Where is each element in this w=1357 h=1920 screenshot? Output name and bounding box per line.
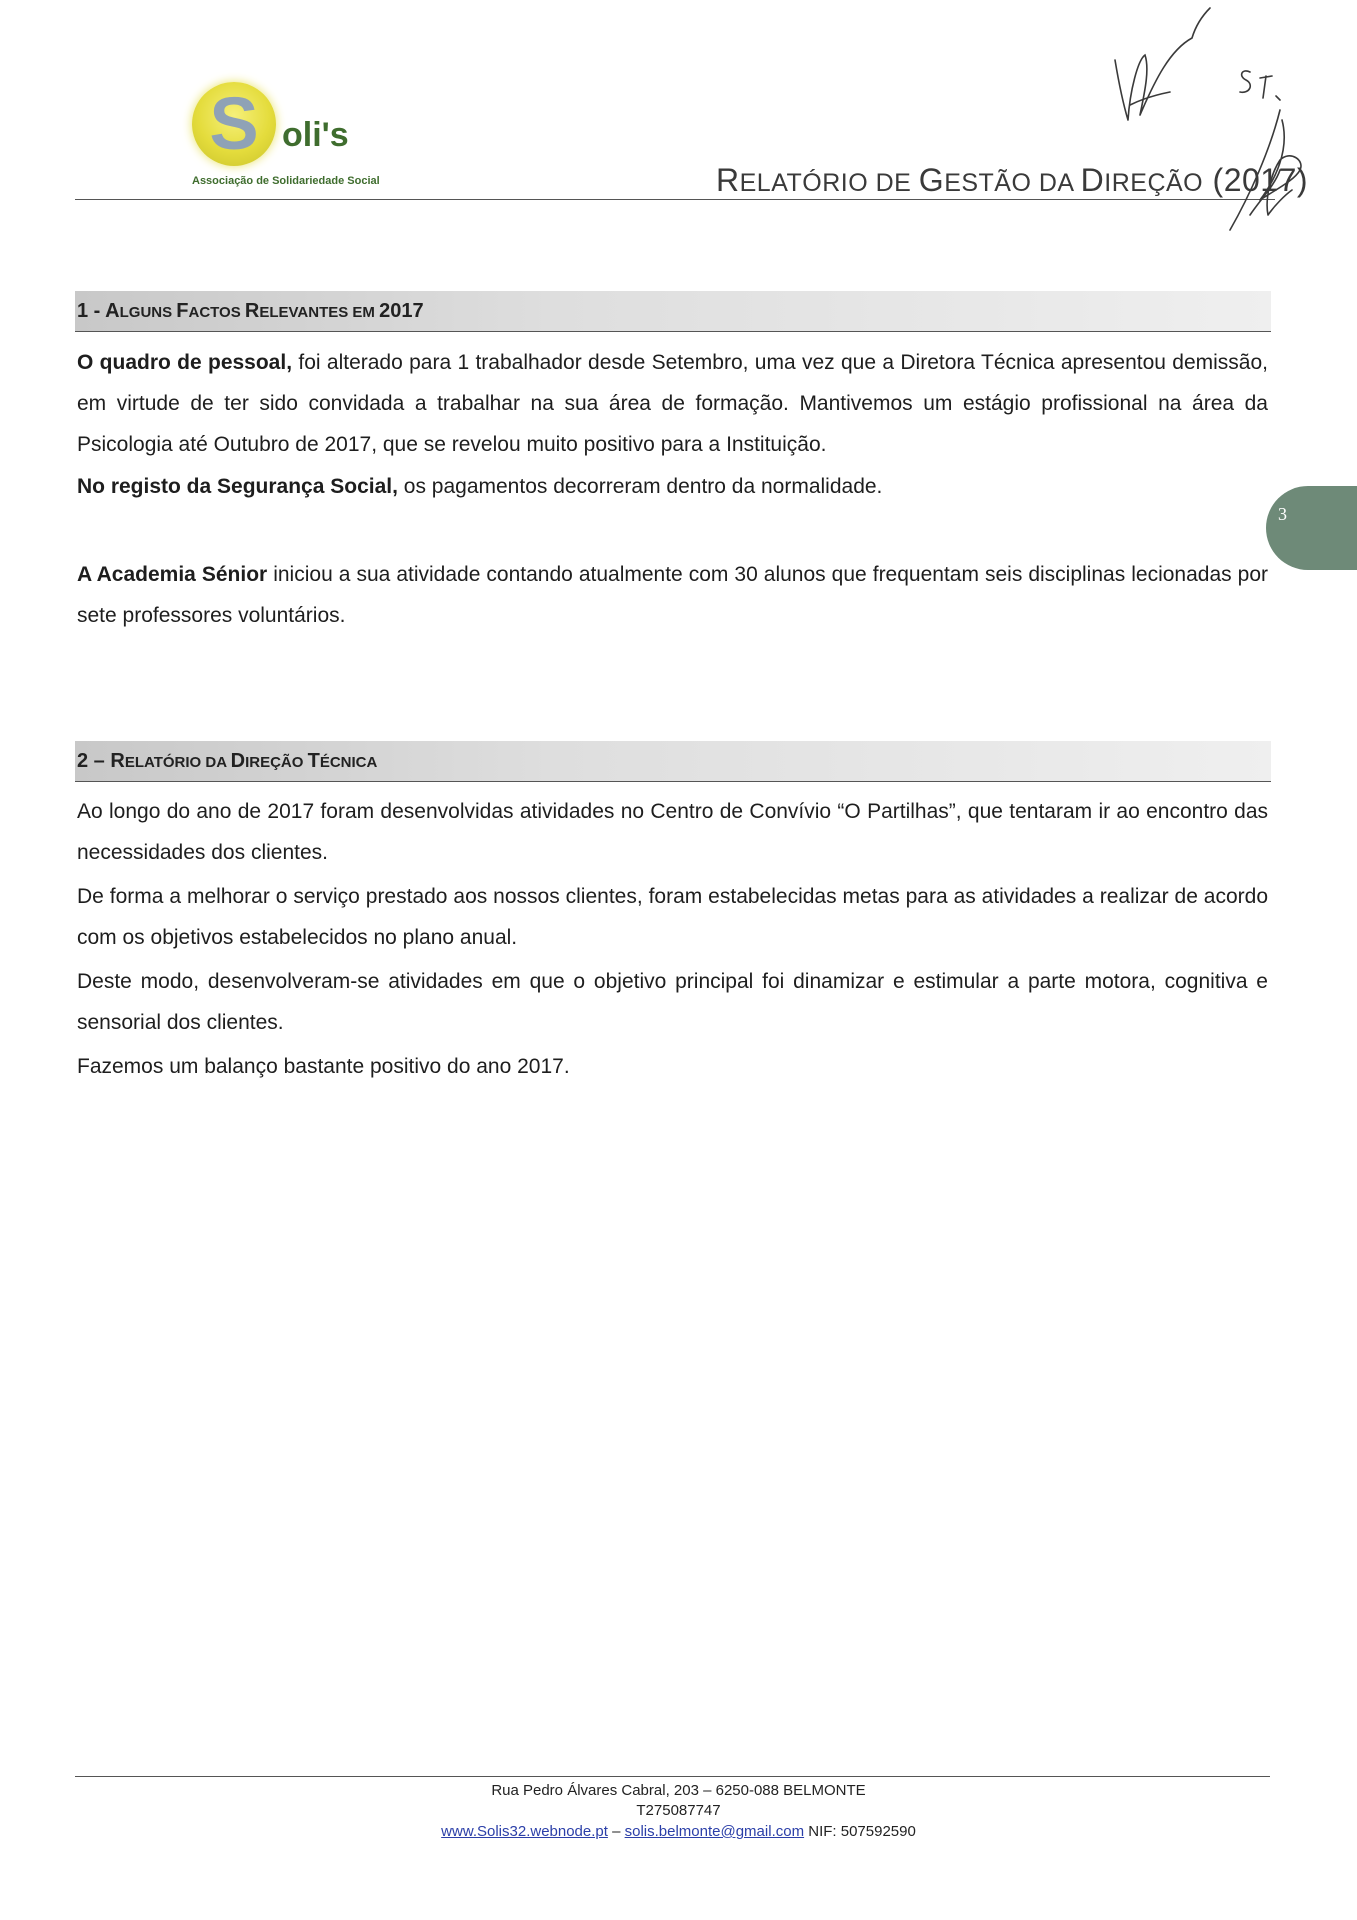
paragraph-bold-lead: O quadro de pessoal, — [77, 351, 293, 374]
footer-phone: T275087747 — [636, 1802, 721, 1819]
paragraph-text: foi alterado para 1 trabalhador desde Setembro, uma vez que a Diretora Técnica apresentou demissão, em virtude de ter sido convidada a trabalhar na sua área de formação. Mantivemos um estágio profissional na área da Psicologia até Outubro de 2017, que se revelou muito positivo para a Instituição. — [77, 351, 1268, 456]
title-part: D — [1080, 162, 1105, 198]
title-part: ESTÃO DA — [944, 169, 1081, 197]
title-part: (2017) — [1203, 162, 1309, 198]
title-part: ELATÓRIO DE — [739, 169, 919, 197]
paragraph-text: iniciou a sua atividade contando atualmente com 30 alunos que frequentam seis disciplinas lecionadas por sete professores voluntários. — [77, 563, 1268, 627]
paragraph-objetivo: Deste modo, desenvolveram-se atividades em que o objetivo principal foi dinamizar e estimular a parte motora, cognitiva e sensorial dos clientes. — [77, 970, 1268, 1034]
section-2-heading: 2 – RELATÓRIO DA DIREÇÃO TÉCNICA — [77, 750, 378, 772]
paragraph-seguranca-social — [77, 466, 1268, 507]
logo-subtitle: Associação de Solidariedade Social — [192, 175, 380, 187]
footer-separator: – — [607, 1823, 625, 1840]
footer-address: Rua Pedro Álvares Cabral, 203 – 6250-088 BELMONTE — [491, 1782, 866, 1799]
logo-name: oli's — [282, 116, 349, 154]
page-number-tab — [1266, 486, 1357, 570]
title-part: G — [918, 162, 945, 198]
footer-nif: NIF: 507592590 — [804, 1823, 916, 1840]
section-2-header — [75, 741, 1271, 782]
paragraph-metas: De forma a melhorar o serviço prestado aos nossos clientes, foram estabelecidas metas para as atividades a realizar de acordo com os objetivos estabelecidos no plano anual. — [77, 885, 1268, 949]
handwritten-signature-icon — [1100, 0, 1357, 260]
paragraph-balanco: Fazemos um balanço bastante positivo do ano 2017. — [77, 1055, 570, 1078]
section-1-heading: 1 - ALGUNS FACTOS RELEVANTES EM 2017 — [77, 300, 424, 322]
section-1-header — [75, 291, 1271, 332]
title-part: IREÇÃO — [1104, 169, 1204, 197]
paragraph-academia-senior — [77, 554, 1268, 636]
solis-logo — [188, 78, 428, 193]
paragraph-bold-lead: No registo da Segurança Social, — [77, 475, 398, 498]
title-part: R — [716, 162, 740, 198]
paragraph-text: os pagamentos decorreram dentro da normalidade. — [397, 475, 883, 498]
header-divider — [75, 199, 1275, 200]
email-link[interactable]: solis.belmonte@gmail.com — [624, 1823, 805, 1840]
logo-letter: S — [209, 82, 259, 165]
page-number: 3 — [1278, 504, 1287, 524]
website-link[interactable]: www.Solis32.webnode.pt — [441, 1823, 608, 1840]
footer-divider — [75, 1776, 1270, 1777]
paragraph-bold-lead: A Academia Sénior — [77, 563, 268, 586]
footer-contacts — [0, 1823, 1357, 1840]
paragraph-atividades: Ao longo do ano de 2017 foram desenvolvidas atividades no Centro de Convívio “O Partilhas”, que tentaram ir ao encontro das necessidades dos clientes. — [77, 800, 1268, 864]
paragraph-quadro-pessoal — [77, 342, 1268, 465]
